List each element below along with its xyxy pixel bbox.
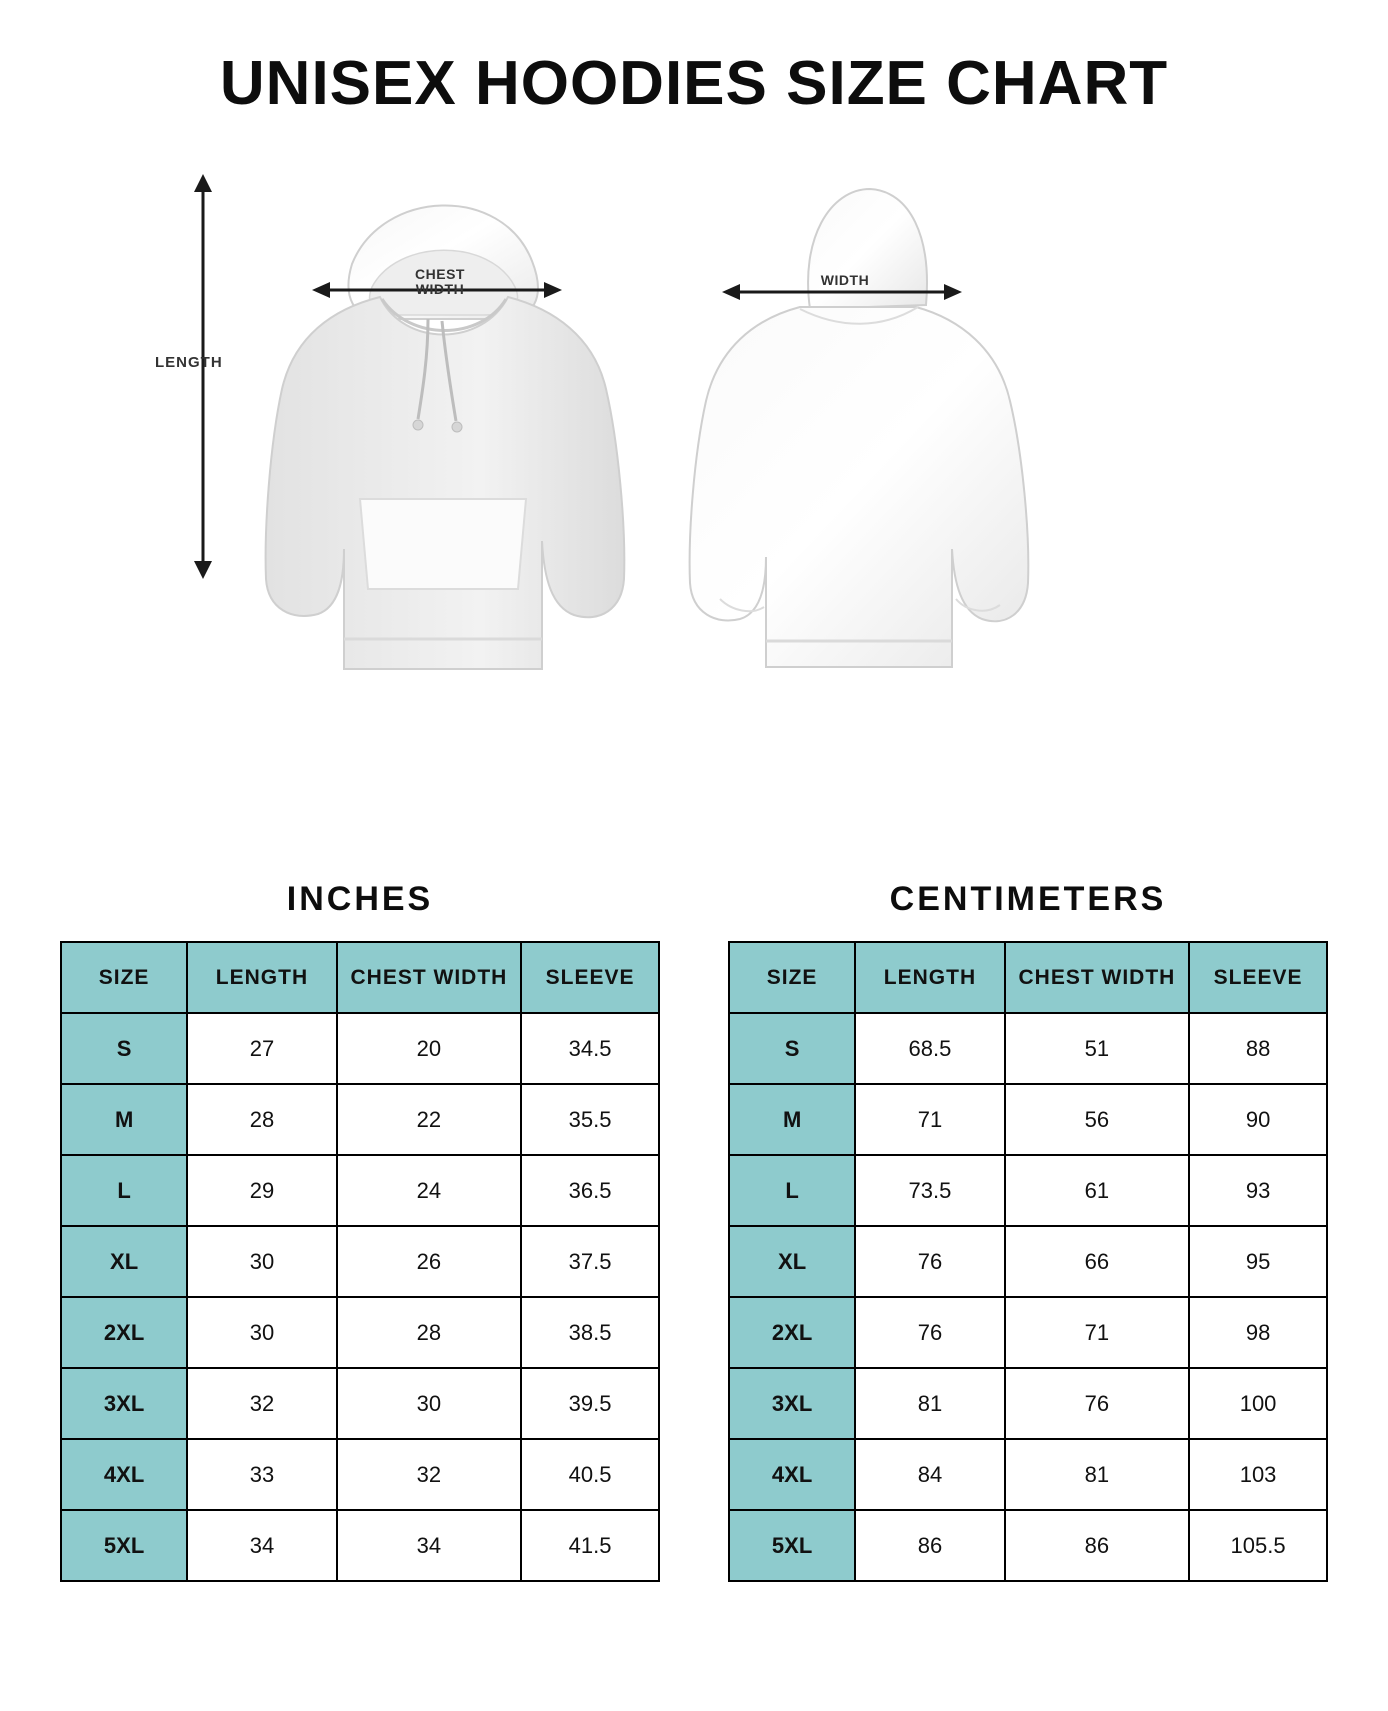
header-sleeve: SLEEVE: [521, 942, 659, 1013]
table-row: [729, 1439, 1327, 1510]
cell-chest: 34: [337, 1510, 521, 1581]
cell-length: 33: [187, 1439, 337, 1510]
cell-sleeve: 103: [1189, 1439, 1327, 1510]
header-length: LENGTH: [855, 942, 1005, 1013]
cell-size: XL: [61, 1226, 187, 1297]
cell-length: 73.5: [855, 1155, 1005, 1226]
cell-sleeve: 38.5: [521, 1297, 659, 1368]
cell-size: 2XL: [61, 1297, 187, 1368]
cell-length: 84: [855, 1439, 1005, 1510]
table-row: [61, 1226, 659, 1297]
table-row: [729, 1084, 1327, 1155]
header-chest-width: CHEST WIDTH: [337, 942, 521, 1013]
inches-table-caption: INCHES: [286, 880, 434, 918]
cell-chest: 22: [337, 1084, 521, 1155]
cell-size: 5XL: [729, 1510, 855, 1581]
cell-size: 2XL: [729, 1297, 855, 1368]
cell-length: 29: [187, 1155, 337, 1226]
centimeters-table-block: [728, 880, 1328, 1582]
chest-width-label: [380, 267, 500, 297]
chest-width-label-line2: WIDTH: [415, 281, 465, 297]
cell-chest: 86: [1005, 1510, 1189, 1581]
cell-chest: 26: [337, 1226, 521, 1297]
cell-chest: 30: [337, 1368, 521, 1439]
cell-length: 76: [855, 1226, 1005, 1297]
cell-length: 86: [855, 1510, 1005, 1581]
table-row: [729, 1510, 1327, 1581]
centimeters-size-table: [728, 941, 1328, 1582]
table-row: [61, 1368, 659, 1439]
cell-length: 68.5: [855, 1013, 1005, 1084]
cell-length: 34: [187, 1510, 337, 1581]
table-row: [61, 1510, 659, 1581]
cell-chest: 28: [337, 1297, 521, 1368]
table-header-row: [61, 942, 659, 1013]
header-size: SIZE: [61, 942, 187, 1013]
table-row: [729, 1368, 1327, 1439]
header-size: SIZE: [729, 942, 855, 1013]
cell-sleeve: 40.5: [521, 1439, 659, 1510]
cell-sleeve: 90: [1189, 1084, 1327, 1155]
size-tables-area: [0, 880, 1388, 1582]
cell-sleeve: 37.5: [521, 1226, 659, 1297]
cell-chest: 51: [1005, 1013, 1189, 1084]
cell-chest: 32: [337, 1439, 521, 1510]
cell-length: 30: [187, 1226, 337, 1297]
cell-size: S: [61, 1013, 187, 1084]
header-chest-width: CHEST WIDTH: [1005, 942, 1189, 1013]
cell-chest: 66: [1005, 1226, 1189, 1297]
hoodie-back-view: [660, 179, 1050, 679]
centimeters-table-caption: CENTIMETERS: [889, 880, 1167, 918]
header-sleeve: SLEEVE: [1189, 942, 1327, 1013]
table-row: [61, 1155, 659, 1226]
cell-chest: 71: [1005, 1297, 1189, 1368]
cell-length: 30: [187, 1297, 337, 1368]
cell-size: 3XL: [61, 1368, 187, 1439]
cell-sleeve: 39.5: [521, 1368, 659, 1439]
cell-chest: 56: [1005, 1084, 1189, 1155]
table-row: [61, 1439, 659, 1510]
hoodie-illustration-area: [0, 159, 1388, 739]
chest-width-label-line1: CHEST: [415, 266, 465, 282]
length-measure-arrow-icon: [186, 174, 220, 579]
cell-sleeve: 36.5: [521, 1155, 659, 1226]
cell-size: 4XL: [61, 1439, 187, 1510]
table-row: [729, 1297, 1327, 1368]
table-row: [729, 1155, 1327, 1226]
header-length: LENGTH: [187, 942, 337, 1013]
table-row: [729, 1013, 1327, 1084]
cell-chest: 61: [1005, 1155, 1189, 1226]
cell-length: 28: [187, 1084, 337, 1155]
cell-sleeve: 100: [1189, 1368, 1327, 1439]
cell-chest: 81: [1005, 1439, 1189, 1510]
cell-sleeve: 93: [1189, 1155, 1327, 1226]
cell-length: 76: [855, 1297, 1005, 1368]
cell-length: 71: [855, 1084, 1005, 1155]
table-row: [61, 1013, 659, 1084]
back-width-label: WIDTH: [820, 272, 870, 288]
cell-sleeve: 105.5: [1189, 1510, 1327, 1581]
inches-size-table: [60, 941, 660, 1582]
cell-sleeve: 34.5: [521, 1013, 659, 1084]
table-row: [729, 1226, 1327, 1297]
cell-size: XL: [729, 1226, 855, 1297]
cell-size: 3XL: [729, 1368, 855, 1439]
table-row: [61, 1297, 659, 1368]
hoodie-front-view: [232, 169, 652, 689]
cell-sleeve: 35.5: [521, 1084, 659, 1155]
cell-sleeve: 88: [1189, 1013, 1327, 1084]
cell-sleeve: 98: [1189, 1297, 1327, 1368]
cell-size: 5XL: [61, 1510, 187, 1581]
cell-chest: 76: [1005, 1368, 1189, 1439]
cell-size: M: [61, 1084, 187, 1155]
page-title: UNISEX HOODIES SIZE CHART: [219, 49, 1169, 118]
inches-table-block: [60, 880, 660, 1582]
cell-size: M: [729, 1084, 855, 1155]
length-label: LENGTH: [155, 354, 223, 371]
cell-length: 32: [187, 1368, 337, 1439]
cell-length: 27: [187, 1013, 337, 1084]
table-row: [61, 1084, 659, 1155]
cell-size: L: [61, 1155, 187, 1226]
cell-sleeve: 95: [1189, 1226, 1327, 1297]
cell-size: 4XL: [729, 1439, 855, 1510]
cell-chest: 24: [337, 1155, 521, 1226]
cell-length: 81: [855, 1368, 1005, 1439]
table-header-row: [729, 942, 1327, 1013]
cell-size: S: [729, 1013, 855, 1084]
cell-sleeve: 41.5: [521, 1510, 659, 1581]
cell-chest: 20: [337, 1013, 521, 1084]
cell-size: L: [729, 1155, 855, 1226]
